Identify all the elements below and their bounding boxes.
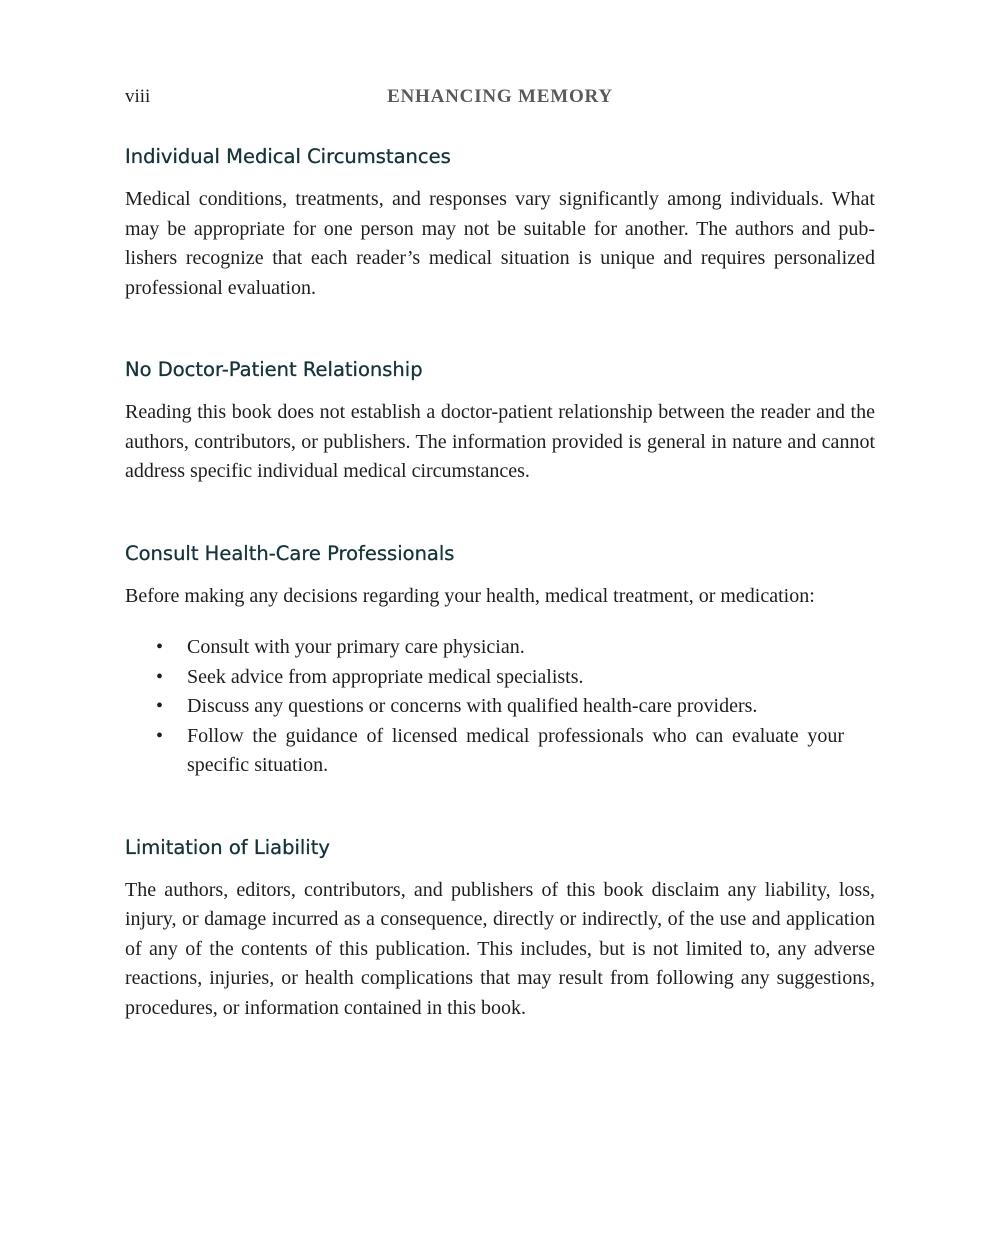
section-heading: No Doctor-Patient Relationship: [125, 358, 423, 381]
list-item-text: Seek advice from appropriate medical specialists.: [187, 665, 584, 688]
bullet-icon: •: [156, 695, 164, 717]
section-paragraph: Reading this book does not establish a doctor-patient relationship between the reader and the authors, contributors, or publishers. The information provided is general in nature and cannot address specific individual medical circumstances.: [125, 401, 875, 482]
section-paragraph: Medical conditions, treatments, and responses vary significantly among individuals. What may be appropriate for one person may not be suitable for another. The authors and publishers recognize that each reader’s medical situation is unique and requires personalized professional evaluation.: [125, 188, 875, 299]
section-heading: Individual Medical Circumstances: [125, 145, 451, 168]
section-paragraph: The authors, editors, contributors, and publishers of this book disclaim any liability, loss, injury, or damage incurred as a consequence, directly or indirectly, of the use and application of any of the contents of this publication. This includes, but is not limited to, any adverse reactions, injuries, or health complications that may result from following any suggestions, procedures, or information contained in this book.: [125, 878, 875, 1019]
bullet-icon: •: [156, 665, 164, 688]
list-item-text: Discuss any questions or concerns with qualified health-care providers.: [187, 695, 758, 717]
list-item: [156, 692, 844, 722]
section-heading: Limitation of Liability: [125, 835, 330, 859]
section-individual-medical-circumstances: [125, 142, 875, 303]
page-number: viii: [125, 86, 151, 107]
list-item-text: Consult with your primary care physician.: [187, 636, 525, 658]
list-item: [156, 633, 844, 663]
running-header: [125, 86, 875, 112]
section-no-doctor-patient-relationship: [125, 355, 875, 487]
section-paragraph: Before making any decisions regarding your health, medical treatment, or medication:: [125, 584, 815, 607]
list-item: [156, 663, 844, 693]
bullet-icon: •: [156, 724, 164, 747]
book-title: ENHANCING MEMORY: [387, 86, 613, 107]
page-content: [125, 142, 875, 1075]
bullet-list: [125, 633, 875, 781]
list-item-text: Follow the guidance of licensed medical professionals who can evaluate your specific situation.: [187, 724, 844, 776]
section-heading: Consult Health-Care Professionals: [125, 541, 455, 565]
section-consult-health-care-professionals: [125, 539, 875, 781]
section-limitation-of-liability: [125, 833, 875, 1024]
bullet-icon: •: [156, 636, 164, 658]
list-item: [156, 722, 844, 781]
